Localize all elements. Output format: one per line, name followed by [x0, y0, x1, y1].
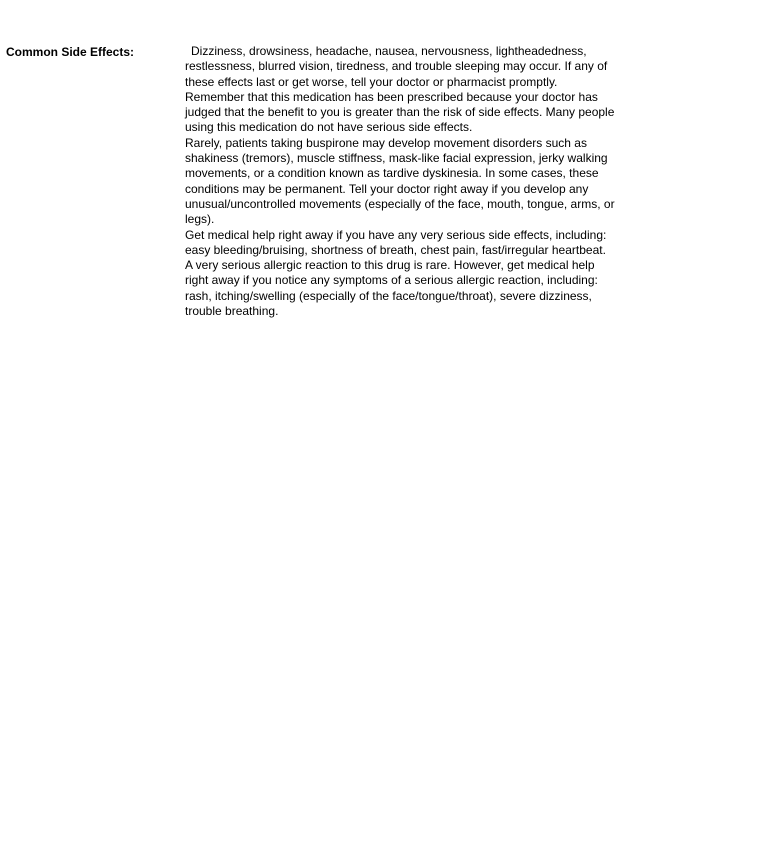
paragraph-benefit-risk: Remember that this medication has been prescribed because your doctor has judged that the benefit to you is greater than the risk of side effects. Many people using this medication do not have serious side effects. [185, 89, 615, 135]
paragraph-movement-disorders: Rarely, patients taking buspirone may develop movement disorders such as shakiness (tremors), muscle stiffness, mask-like facial expression, jerky walking movements, or a condition known as tardive dyskinesia. In some cases, these conditions may be permanent. Tell your doctor right away if you develop any unusual/uncontrolled movements (especially of the face, mouth, tongue, arms, or legs). [185, 135, 615, 227]
paragraph-allergic-reaction: A very serious allergic reaction to this drug is rare. However, get medical help right away if you notice any symptoms of a serious allergic reaction, including: rash, itching/swelling (especially of the face/tongue/throat), severe dizziness, trouble breathing. [185, 258, 598, 319]
paragraph-serious-effects: Get medical help right away if you have any very serious side effects, including: easy bleeding/bruising, shortness of breath, chest pain, fast/irregular heartbeat. [185, 227, 607, 257]
side-effects-content [185, 44, 615, 319]
section-label: Common Side Effects: [6, 45, 135, 59]
paragraph-common-effects: Dizziness, drowsiness, headache, nausea, nervousness, lightheadedness, restlessness, blurred vision, tiredness, and trouble sleeping may occur. If any of these effects last or get worse, tell your doctor or pharmacist promptly. [185, 44, 608, 89]
